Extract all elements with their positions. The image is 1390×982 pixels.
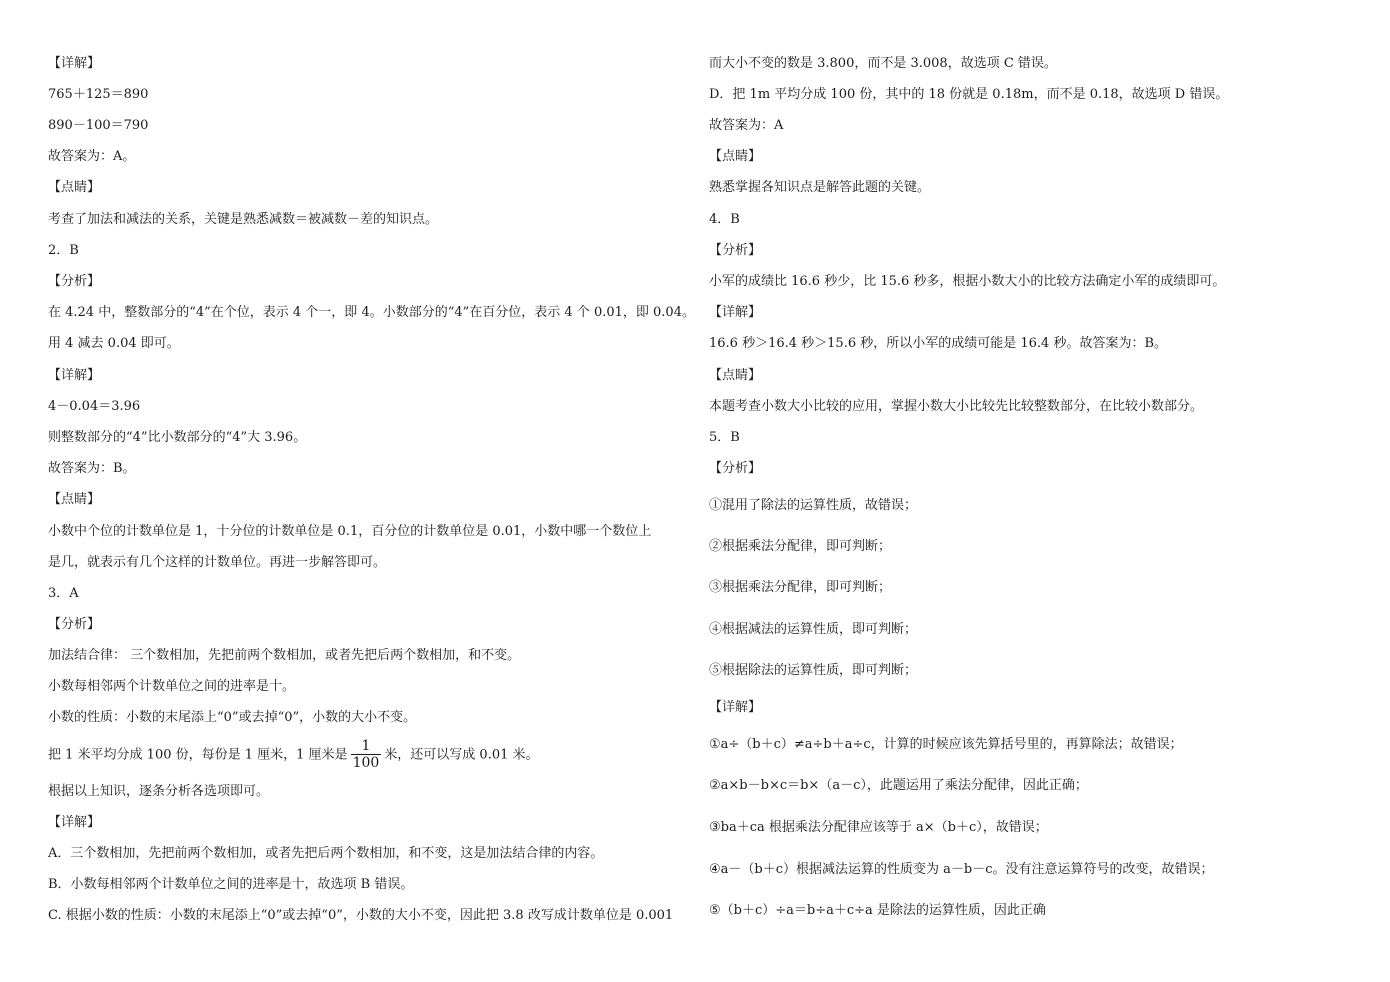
text-line: 则整数部分的“4”比小数部分的“4”大 3.96。 — [48, 430, 307, 445]
text-line: 3．A — [48, 586, 79, 601]
text-line: ⑤（b＋c）÷a＝b÷a＋c÷a 是除法的运算性质，因此正确 — [709, 903, 1046, 918]
line-text-before: 把 1 米平均分成 100 份，每份是 1 厘米，1 厘米是 — [48, 747, 348, 763]
text-line: 【详解】 — [48, 815, 101, 830]
text-line: 4－0.04＝3.96 — [48, 399, 141, 414]
text-line-with-fraction — [48, 738, 539, 772]
text-line: ④a－（b＋c）根据减法运算的性质变为 a－b－c。没有注意运算符号的改变，故错误； — [709, 862, 1214, 877]
text-line: 而大小不变的数是 3.800，而不是 3.008，故选项 C 错误。 — [709, 56, 1057, 71]
text-line: ④根据减法的运算性质，即可判断； — [709, 622, 918, 637]
text-line: ①混用了除法的运算性质，故错误； — [709, 498, 918, 513]
text-line: 【分析】 — [48, 617, 101, 632]
text-line: 故答案为：A — [709, 118, 784, 133]
fraction — [351, 738, 382, 772]
text-line: ②a×b－b×c＝b×（a－c），此题运用了乘法分配律，因此正确； — [709, 778, 1088, 793]
text-line: ②根据乘法分配律，即可判断； — [709, 539, 892, 554]
text-line: ⑤根据除法的运算性质，即可判断； — [709, 663, 918, 678]
text-line: 故答案为：A。 — [48, 149, 136, 164]
text-line: 【分析】 — [709, 243, 762, 258]
text-line: 16.6 秒＞16.4 秒＞15.6 秒，所以小军的成绩可能是 16.4 秒。故答案为：B。 — [709, 336, 1167, 351]
text-line: 小数的性质：小数的末尾添上“0”或去掉“0”，小数的大小不变。 — [48, 710, 417, 725]
fraction-numerator: 1 — [351, 738, 382, 755]
text-line: 考查了加法和减法的关系，关键是熟悉减数＝被减数－差的知识点。 — [48, 212, 439, 227]
text-line: 加法结合律： 三个数相加，先把前两个数相加，或者先把后两个数相加，和不变。 — [48, 648, 521, 663]
fraction-denominator: 100 — [352, 755, 380, 771]
text-line: 是几，就表示有几个这样的计数单位。再进一步解答即可。 — [48, 555, 387, 570]
text-line: 【点睛】 — [48, 180, 101, 195]
text-line: 【点睛】 — [709, 149, 762, 164]
text-line: 【点睛】 — [709, 368, 762, 383]
text-line: 故答案为：B。 — [48, 461, 136, 476]
text-line: 【详解】 — [48, 56, 101, 71]
text-line: 2．B — [48, 243, 79, 258]
text-line: 【详解】 — [48, 368, 101, 383]
text-line: 【分析】 — [48, 274, 101, 289]
text-line: 在 4.24 中，整数部分的“4”在个位，表示 4 个一，即 4。小数部分的“4”在百分位，表示 4 个 0.01，即 0.04。 — [48, 305, 695, 320]
text-line: 小军的成绩比 16.6 秒少，比 15.6 秒多，根据小数大小的比较方法确定小军的成绩即可。 — [709, 274, 1226, 289]
text-line: 【点睛】 — [48, 492, 101, 507]
text-line: 本题考查小数大小比较的应用，掌握小数大小比较先比较整数部分，在比较小数部分。 — [709, 399, 1204, 414]
text-line: 小数每相邻两个计数单位之间的进率是十。 — [48, 679, 296, 694]
text-line: 【分析】 — [709, 461, 762, 476]
text-line: ①a÷（b＋c）≠a÷b＋a÷c，计算的时候应该先算括号里的，再算除法；故错误； — [709, 737, 1183, 752]
text-line: C. 根据小数的性质：小数的末尾添上“0”或去掉“0”，小数的大小不变，因此把 3.8 改写成计数单位是 0.001 — [48, 908, 674, 923]
text-line: 4．B — [709, 212, 740, 227]
line-text-after: 米，还可以写成 0.01 米。 — [384, 747, 539, 763]
text-line: 5．B — [709, 430, 740, 445]
text-line: 765＋125＝890 — [48, 87, 149, 102]
text-line: 熟悉掌握各知识点是解答此题的关键。 — [709, 180, 931, 195]
text-line: ③根据乘法分配律，即可判断； — [709, 580, 892, 595]
text-line: ③ba＋ca 根据乘法分配律应该等于 a×（b＋c），故错误； — [709, 820, 1048, 835]
text-line: A．三个数相加，先把前两个数相加，或者先把后两个数相加，和不变，这是加法结合律的内容。 — [48, 846, 604, 861]
text-line: D．把 1m 平均分成 100 份，其中的 18 份就是 0.18m，而不是 0.18，故选项 D 错误。 — [709, 87, 1229, 102]
text-line: 用 4 减去 0.04 即可。 — [48, 336, 180, 351]
text-line: 小数中个位的计数单位是 1，十分位的计数单位是 0.1，百分位的计数单位是 0.01，小数中哪一个数位上 — [48, 524, 652, 539]
text-line: 890－100＝790 — [48, 118, 149, 133]
text-line: 根据以上知识，逐条分析各选项即可。 — [48, 784, 270, 799]
text-line: B．小数每相邻两个计数单位之间的进率是十，故选项 B 错误。 — [48, 877, 414, 892]
text-line: 【详解】 — [709, 305, 762, 320]
text-line: 【详解】 — [709, 700, 762, 715]
